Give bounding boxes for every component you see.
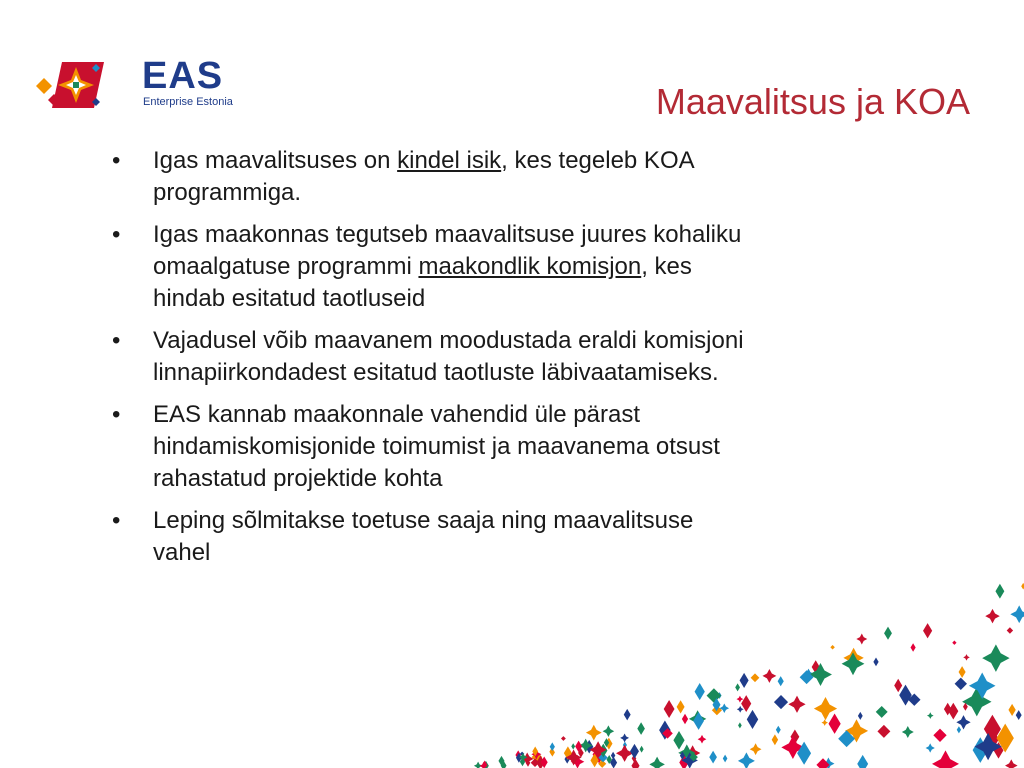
pattern-shape [707, 688, 722, 703]
pattern-shape [541, 756, 548, 768]
pattern-shape [649, 757, 665, 768]
pattern-shape [678, 744, 695, 761]
slide-title: Maavalitsus ja KOA [655, 81, 970, 122]
pattern-shape [812, 660, 820, 673]
bullet-text: , kes tegeleb KOA programmiga. [153, 147, 694, 206]
bullet-item [112, 145, 752, 209]
pattern-shape [740, 673, 749, 688]
pattern-shape [620, 733, 629, 742]
pattern-shape [776, 726, 781, 734]
pattern-shape [605, 738, 612, 750]
pattern-shape [1005, 759, 1018, 768]
pattern-shape [623, 742, 627, 749]
pattern-shape [632, 755, 637, 763]
pattern-shape [933, 729, 946, 742]
pattern-shape [659, 720, 671, 739]
pattern-shape [599, 755, 604, 763]
logo-subtitle: Enterprise Estonia [143, 96, 233, 108]
pattern-shape [549, 748, 553, 755]
pattern-shape [520, 757, 525, 766]
logo-name: EAS [142, 55, 224, 97]
pattern-shape [519, 753, 528, 762]
eas-logo [34, 54, 234, 114]
pattern-shape [957, 726, 961, 733]
pattern-shape [682, 714, 688, 724]
bullet-text: Igas maavalitsuses on [153, 147, 398, 174]
pattern-shape [774, 695, 788, 709]
bullet-list [112, 145, 752, 579]
pattern-shape [809, 663, 832, 686]
pattern-shape [516, 753, 522, 763]
pattern-shape [695, 683, 705, 700]
pattern-shape [598, 760, 606, 768]
pattern-shape [738, 722, 742, 728]
pattern-shape [662, 728, 673, 739]
pattern-shape [631, 759, 639, 768]
pattern-shape [717, 692, 721, 699]
bullet-text: Vajadusel võib maavanem moodustada eraldi komisjoni linnapiirkondadest esitatud taotluste läbivaatamiseks. [153, 327, 744, 386]
pattern-shape [693, 712, 704, 730]
pattern-shape [550, 742, 555, 751]
pattern-shape [772, 734, 778, 745]
pattern-shape [962, 687, 991, 716]
pattern-shape [750, 743, 762, 755]
pattern-shape [982, 644, 1009, 671]
pattern-shape [590, 754, 598, 768]
pattern-shape [838, 730, 855, 747]
pattern-shape [712, 705, 722, 715]
pattern-shape [751, 673, 760, 682]
pattern-shape [720, 703, 729, 712]
pattern-shape [790, 729, 799, 744]
pattern-shape [963, 654, 970, 661]
pattern-shape [989, 731, 999, 747]
pattern-shape [571, 743, 575, 749]
pattern-shape [679, 755, 688, 768]
pattern-shape [778, 676, 784, 686]
pattern-shape [781, 736, 804, 759]
pattern-shape [822, 758, 834, 768]
pattern-shape [483, 761, 489, 768]
pattern-shape [894, 679, 902, 692]
pattern-shape [1016, 710, 1022, 720]
pattern-shape [997, 724, 1014, 753]
pattern-shape [735, 683, 740, 691]
pattern-shape [911, 643, 916, 652]
pattern-shape [902, 726, 914, 738]
pattern-shape [952, 641, 956, 645]
pattern-shape [593, 746, 603, 762]
pattern-shape [984, 715, 1001, 744]
pattern-shape [515, 750, 521, 759]
pattern-shape [603, 725, 615, 737]
pattern-shape [737, 706, 744, 713]
pattern-shape [532, 752, 543, 763]
pattern-shape [738, 752, 755, 768]
bullet-text: Igas maakonnas tegutseb maavalitsuse juures kohaliku omaalgatuse programmi [153, 221, 742, 280]
pattern-shape [585, 740, 593, 754]
pattern-shape [974, 733, 1001, 760]
pattern-shape [948, 703, 958, 720]
pattern-shape [908, 693, 920, 705]
pattern-shape [1008, 704, 1015, 716]
pattern-shape [762, 669, 776, 683]
pattern-shape [712, 698, 720, 711]
pattern-shape [747, 710, 758, 729]
pattern-shape [579, 739, 593, 753]
pattern-shape [564, 755, 569, 764]
pattern-shape [856, 634, 867, 645]
pattern-shape [564, 746, 572, 760]
pattern-shape [944, 703, 952, 716]
eas-star-mark-icon [34, 60, 106, 110]
bullet-text: Leping sõlmitakse toetuse saaja ning maavalitsuse vahel [153, 507, 694, 566]
pattern-shape [482, 760, 487, 768]
pattern-shape [616, 745, 633, 762]
pattern-shape [927, 712, 934, 719]
pattern-shape [685, 745, 700, 760]
pattern-shape [876, 706, 888, 718]
pattern-shape [926, 743, 935, 752]
pattern-shape [498, 756, 504, 766]
pattern-shape [575, 741, 582, 753]
pattern-shape [610, 757, 617, 768]
pattern-shape [689, 753, 698, 762]
pattern-shape [788, 696, 805, 713]
pattern-shape [741, 695, 751, 712]
pattern-shape [973, 737, 988, 763]
pattern-shape [663, 724, 668, 732]
pattern-shape [821, 719, 827, 725]
pattern-shape [561, 736, 566, 741]
pattern-shape [474, 762, 482, 768]
pattern-shape [630, 744, 639, 759]
bullet-item [112, 325, 752, 389]
pattern-shape [723, 755, 728, 763]
pattern-shape [956, 715, 970, 729]
pattern-shape [830, 645, 834, 649]
pattern-shape [594, 754, 603, 763]
pattern-shape [1010, 605, 1024, 623]
pattern-shape [842, 652, 865, 675]
pattern-shape [803, 669, 814, 680]
pattern-shape [698, 735, 707, 744]
pattern-shape [640, 746, 644, 753]
pattern-shape [532, 747, 538, 757]
pattern-shape [520, 752, 524, 756]
pattern-shape [899, 685, 912, 706]
pattern-shape [797, 742, 811, 765]
pattern-shape [814, 697, 837, 720]
underlined-phrase: maakondlik komisjon [418, 253, 642, 280]
bullet-text: EAS kannab maakonnale vahendid üle pärast hindamiskomisjonide toimumist ja maavanema otsust rahastatud projektide kohta [153, 401, 720, 492]
pattern-shape [624, 709, 631, 721]
pattern-shape [526, 759, 531, 767]
pattern-shape [685, 753, 694, 762]
pattern-shape [681, 752, 697, 768]
pattern-shape [589, 741, 606, 758]
pattern-shape [923, 623, 932, 638]
pattern-shape [845, 719, 868, 742]
pattern-shape [800, 670, 814, 684]
bullet-icon: • [112, 221, 121, 248]
pattern-shape [571, 755, 585, 768]
pattern-shape [607, 755, 612, 764]
pattern-shape [677, 700, 685, 713]
pattern-shape [816, 758, 829, 768]
pattern-shape [689, 710, 706, 727]
pattern-shape [637, 722, 645, 735]
pattern-shape [536, 756, 544, 768]
bullet-icon: • [112, 401, 121, 428]
bullet-item [112, 219, 752, 315]
pattern-shape [566, 750, 582, 766]
pattern-shape [994, 742, 1004, 758]
pattern-shape [969, 673, 996, 700]
pattern-shape [843, 648, 863, 668]
pattern-shape [525, 755, 531, 761]
pattern-shape [709, 751, 717, 764]
pattern-shape [995, 584, 1004, 599]
pattern-shape [673, 731, 684, 750]
pattern-shape [873, 658, 878, 667]
pattern-shape [599, 744, 607, 758]
pattern-shape [829, 714, 841, 734]
pattern-shape [1007, 627, 1013, 633]
bullet-item [112, 505, 752, 569]
pattern-shape [858, 712, 863, 720]
pattern-shape [550, 748, 555, 756]
pattern-shape [884, 627, 892, 640]
bullet-icon: • [112, 147, 121, 174]
pattern-shape [604, 738, 609, 747]
pattern-shape [955, 678, 967, 690]
pattern-shape [578, 748, 584, 757]
pattern-shape [963, 703, 968, 711]
pattern-shape [611, 752, 615, 759]
pattern-shape [737, 696, 744, 703]
pattern-shape [664, 700, 675, 718]
pattern-shape [877, 725, 890, 738]
pattern-shape [932, 750, 959, 768]
bullet-icon: • [112, 507, 121, 534]
bullet-icon: • [112, 327, 121, 354]
pattern-shape [959, 666, 966, 678]
pattern-shape [531, 749, 541, 759]
pattern-shape [531, 758, 540, 767]
pattern-shape [501, 761, 507, 768]
bullet-item [112, 399, 752, 495]
pattern-shape [586, 725, 602, 741]
pattern-shape [598, 753, 607, 762]
bullet-text: , kes hindab esitatud taotluseid [153, 253, 692, 312]
pattern-shape [479, 762, 487, 768]
underlined-phrase: kindel isik [397, 147, 502, 174]
pattern-shape [680, 751, 685, 759]
pattern-shape [857, 755, 868, 768]
pattern-shape [985, 609, 1000, 624]
pattern-shape [521, 752, 534, 765]
